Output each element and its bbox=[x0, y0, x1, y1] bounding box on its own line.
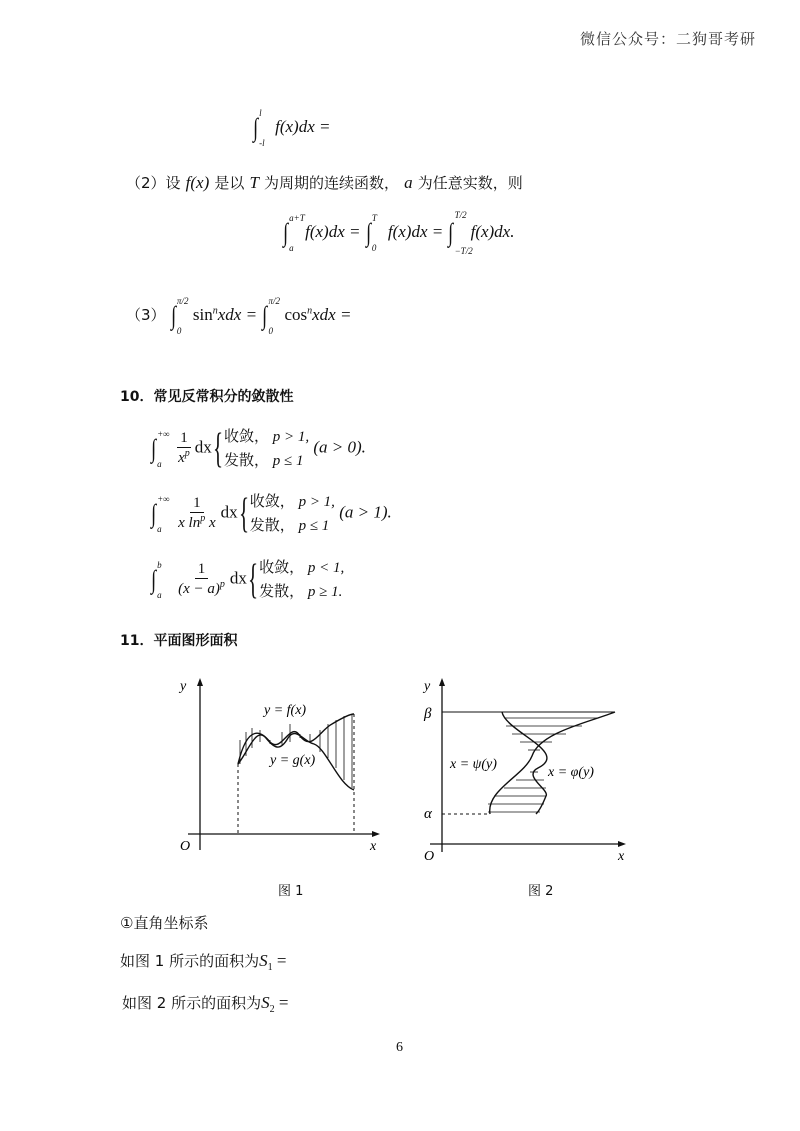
periodic-integral-equation: ∫ a+T a f(x)dx = ∫ T 0 f(x)dx = ∫ T/2 −T/2 f(x)dx. bbox=[283, 210, 515, 256]
item3-lower2: 0 bbox=[268, 326, 273, 336]
improper-integral-1: ∫ +∞ a $\frac{1}{x^p}$ dx{ 收敛， p > 1, 发散， p ≤ 1 (a > 0). bbox=[151, 425, 366, 472]
s1-text: 如图 1 所示的面积为 bbox=[120, 952, 260, 970]
integrand: f(x)dx = bbox=[275, 116, 331, 136]
fig1-f-label: y = f(x) bbox=[264, 703, 307, 718]
s2-symbol: S bbox=[261, 993, 270, 1012]
fig1-origin: O bbox=[180, 839, 191, 854]
item2-statement bbox=[126, 172, 523, 193]
item3-upper1: π/2 bbox=[176, 296, 189, 306]
subsection-cartesian: ①直角坐标系 bbox=[120, 914, 209, 932]
fig1-y-label: y bbox=[180, 679, 187, 694]
int3-upper: T/2 bbox=[454, 210, 467, 220]
integral-sign: ∫ bbox=[253, 113, 259, 142]
fig2-alpha: α bbox=[424, 806, 432, 822]
int1-body: f(x)dx = bbox=[305, 221, 361, 241]
item2-mid: 是以 bbox=[214, 174, 245, 192]
int3-lower: −T/2 bbox=[454, 246, 473, 256]
item2-a: a bbox=[404, 173, 413, 192]
int2-upper: T bbox=[371, 213, 377, 223]
item2-fx: f(x) bbox=[185, 173, 210, 192]
page-number: 6 bbox=[396, 1040, 403, 1055]
int2-body: f(x)dx = bbox=[387, 221, 444, 241]
fig2-origin: O bbox=[424, 849, 435, 862]
fig1-x-label: x bbox=[370, 839, 377, 854]
item3-upper2: π/2 bbox=[268, 296, 280, 306]
int3-body: f(x)dx. bbox=[470, 221, 515, 241]
item3-lower1: 0 bbox=[176, 326, 182, 336]
formula-symmetric-integral bbox=[252, 108, 330, 148]
figure-2-diagram bbox=[420, 672, 640, 862]
area-s2-line: 如图 2 所示的面积为$S_2$ = bbox=[122, 993, 289, 1016]
figure-2-caption: 图 2 bbox=[528, 884, 554, 899]
fig2-x-label: x bbox=[618, 849, 625, 862]
cos-term: cos bbox=[284, 304, 308, 324]
s2-text: 如图 2 所示的面积为 bbox=[122, 994, 262, 1012]
lower-limit: -l bbox=[259, 138, 265, 148]
header-watermark: 微信公众号：二狗哥考研 bbox=[579, 30, 756, 48]
sin-term: sin bbox=[192, 304, 213, 324]
area-s1-line: 如图 1 所示的面积为$S_1$ = bbox=[120, 951, 287, 974]
item2-T: T bbox=[249, 173, 259, 192]
item2-rest: 为周期的连续函数， bbox=[264, 174, 400, 192]
int1-lower: a bbox=[289, 243, 294, 253]
upper-limit: l bbox=[259, 108, 262, 118]
int1-upper: a+T bbox=[289, 213, 305, 223]
int2-lower: 0 bbox=[371, 243, 377, 253]
fig2-beta: β bbox=[424, 706, 432, 722]
item2-label: （2）设 bbox=[126, 174, 181, 192]
item2-tail: 为任意实数，则 bbox=[417, 174, 523, 192]
fig1-g-label: y = g(x) bbox=[270, 753, 316, 768]
figure-1-diagram bbox=[170, 672, 390, 862]
s1-symbol: S bbox=[259, 951, 268, 970]
section-10-title: 10．常见反常积分的敛散性 bbox=[120, 389, 294, 405]
improper-integral-3: ∫ b a $\frac{1}{(x - a)^p}$ dx{ 收敛， p < 1, 发散， p ≥ 1. bbox=[151, 556, 345, 603]
improper-integral-2: ∫ +∞ a $\frac{1}{x \ln^p x}$ dx{ 收敛， p > 1, 发散， p ≤ 1 (a > 1). bbox=[151, 490, 392, 537]
item3-wallis: （3） ∫ π/2 0 $\sin^nxdx$ = ∫ π/2 0 $\cos^nxdx$ = bbox=[126, 296, 352, 336]
section-11-title: 11．平面图形面积 bbox=[120, 633, 238, 649]
figure-1-caption: 图 1 bbox=[278, 884, 304, 899]
fig2-psi-label: x = ψ(y) bbox=[450, 757, 497, 772]
fig2-y-label: y bbox=[424, 679, 431, 694]
item3-label: （3） bbox=[126, 305, 166, 324]
fig2-phi-label: x = φ(y) bbox=[548, 765, 594, 780]
